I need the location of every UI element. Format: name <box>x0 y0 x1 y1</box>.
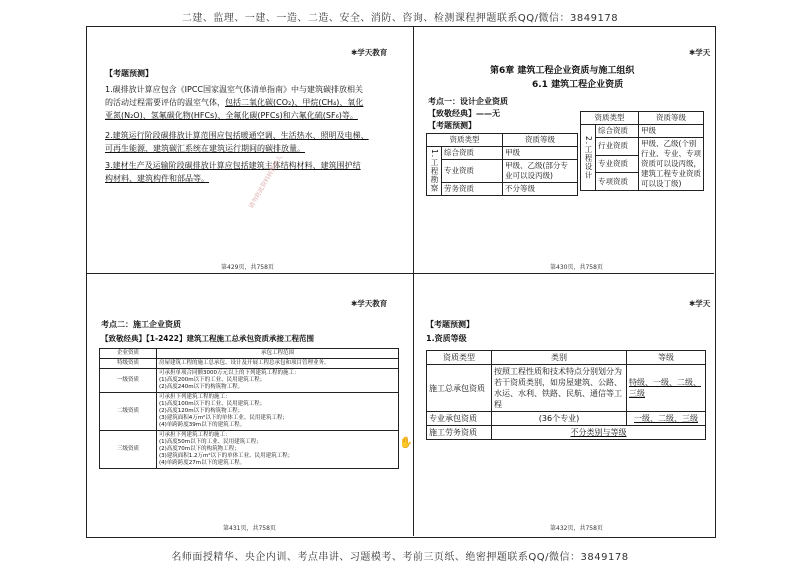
page-number: 第429页，共758页 <box>221 264 274 271</box>
subsection-heading: 1.资质等级 <box>426 334 467 343</box>
table-cell: 综合资质 <box>596 125 639 138</box>
qualification-grade-table <box>426 350 706 440</box>
survey-qualification-table <box>426 133 578 196</box>
table-cell: 综合资质 <box>442 147 503 160</box>
table-header: 类别 <box>492 351 627 365</box>
table-cell: 甲级 <box>639 125 704 138</box>
section-heading: 【考题预测】 <box>426 320 474 329</box>
page-number: 第432页，共758页 <box>550 525 603 532</box>
page-number: 第431页，共758页 <box>223 525 276 532</box>
table-cell: 甲级、乙级(部分专业可以设丙级) <box>503 160 578 183</box>
scope-cell: 可承担单项合同额3000万元以上的下列建筑工程的施工： (1)高度200m以下的工业、民用建筑工程； (2)高度240m以下的构筑物工程。 <box>157 369 399 393</box>
table-cell: 甲级 <box>503 147 578 160</box>
panel-page-431 <box>87 274 413 536</box>
grade-cell: 一级资质 <box>100 369 157 393</box>
grade-cell: 一级、二级、三级 <box>627 412 706 426</box>
section-heading: 【考题预测】 <box>105 69 153 78</box>
grade-cell: 特级、一级、二级、三级 <box>627 365 706 412</box>
category-cell: 按照工程性质和技术特点分别划分为若干资质类别，如房屋建筑、公路、水运、水利、铁路、民航、通信等工程 <box>492 365 627 412</box>
prediction-point-2: 2.建筑运行阶段碳排放计算范围应包括暖通空调、生活热水、照明及电梯、 可再生能源、建筑碳汇系统在建筑运行期间的碳排放量。 <box>105 131 369 153</box>
scope-cell: 可承担下列建筑工程的施工： (1)高度100m以下的工业、民用建筑工程； (2)高度120m以下的构筑物工程； (3)建筑面积4万m²以下的单体工业、民用建筑工程； (4)单跨跨度39m以下的建筑工程。 <box>157 393 399 431</box>
page-number: 第430页，共758页 <box>550 264 603 271</box>
brand-logo: ✱学天 <box>689 299 711 308</box>
bottom-banner: 名师面授精华、央企内训、考点串讲、习题模考、考前三页纸、绝密押题联系QQ/微信：3849178 <box>171 552 629 563</box>
design-qualification-table <box>580 111 704 191</box>
scope-cell: 可承担下列建筑工程的施工： (1)高度50m以下的工业、民用建筑工程； (2)高度70m以下的构筑物工程； (3)建筑面积1.2万m²以下的单体工业、民用建筑工程； (4)单跨跨度27m以下的建筑工程。 <box>157 431 399 469</box>
point-title: 考点一：设计企业资质 <box>428 97 508 106</box>
table-header: 资质类型 <box>427 351 492 365</box>
grade-cell: 二级资质 <box>100 393 157 431</box>
table-cell: 行业资质 <box>596 138 639 156</box>
table-header: 承包工程范围 <box>157 349 399 359</box>
brand-logo: ✱学天 <box>689 48 711 57</box>
group-label: 2.工程设计 <box>581 125 596 191</box>
point-title: 考点二：施工企业资质 <box>101 320 181 329</box>
table-header: 企业资质 <box>100 349 157 359</box>
type-cell: 施工总承包资质 <box>427 365 492 412</box>
table-cell: 劳务资质 <box>442 183 503 196</box>
panel-page-429 <box>87 27 413 273</box>
chapter-title: 第6章 建筑工程企业资质与施工组织 <box>490 66 635 76</box>
prediction-point-3: 3.建材生产及运输阶段碳排放计算应包括建筑主体结构材料、建筑围护结 构材料、建筑构件和部品等。 <box>105 161 361 183</box>
section-title: 6.1 建筑工程企业资质 <box>532 80 624 90</box>
grade-cell: 三级资质 <box>100 431 157 469</box>
brand-logo: ✱学天教育 <box>351 48 388 57</box>
grade-cell: 特级资质 <box>100 359 157 369</box>
table-cell: 专项资质 <box>596 173 639 191</box>
classic-label: 【致敬经典】【1-2422】建筑工程施工总承包资质承接工程范围 <box>101 334 314 343</box>
table-header: 等级 <box>627 351 706 365</box>
category-cell: (36个专业) <box>492 412 627 426</box>
watermark-stamp: 请勿将此资料转售他人 <box>247 154 284 210</box>
top-banner: 二建、监理、一建、一造、二造、安全、消防、咨询、检测课程押题联系QQ/微信：3849178 <box>181 13 619 24</box>
type-cell: 专业承包资质 <box>427 412 492 426</box>
table-header: 资质类型 <box>427 134 503 147</box>
type-cell: 施工劳务资质 <box>427 426 492 440</box>
table-header: 资质等级 <box>639 112 704 125</box>
group-label: 1.工程勘察 <box>427 147 442 196</box>
category-cell: 不分类别与等级 <box>492 426 706 440</box>
predict-label: 【考题预测】 <box>428 121 476 130</box>
panel-page-430 <box>414 27 714 273</box>
construction-scope-table <box>99 348 399 469</box>
prediction-point-1: 1.碳排放计算应包含《IPCC国家温室气体清单指南》中与建筑碳排放相关 的活动过程需要评估的温室气体，包括二氧化碳(CO₂)、甲烷(CH₄)、氧化 亚氮(N₂O)、氢氟碳化物(HFCs)、全氟化碳(PFCs)和六氟化硫(SF₆)等。 <box>105 85 364 120</box>
table-cell: 不分等级 <box>503 183 578 196</box>
scope-cell: 房屋建筑工程的施工总承包、设计及开展工程总承包和项目管理业务。 <box>157 359 399 369</box>
classic-label: 【致敬经典】——无 <box>428 109 500 118</box>
panel-page-432 <box>414 274 714 536</box>
table-cell-merged: 甲级、乙级(个别行业、专业、专项资质可以设丙级，建筑工程专业资质可以设丁级) <box>639 138 704 191</box>
brand-logo: ✱学天教育 <box>351 299 388 308</box>
table-header: 资质等级 <box>503 134 578 147</box>
table-header: 资质类型 <box>581 112 639 125</box>
table-cell: 专业资质 <box>442 160 503 183</box>
hand-cursor-icon: ✋ <box>399 436 413 449</box>
table-cell: 专业资质 <box>596 155 639 173</box>
